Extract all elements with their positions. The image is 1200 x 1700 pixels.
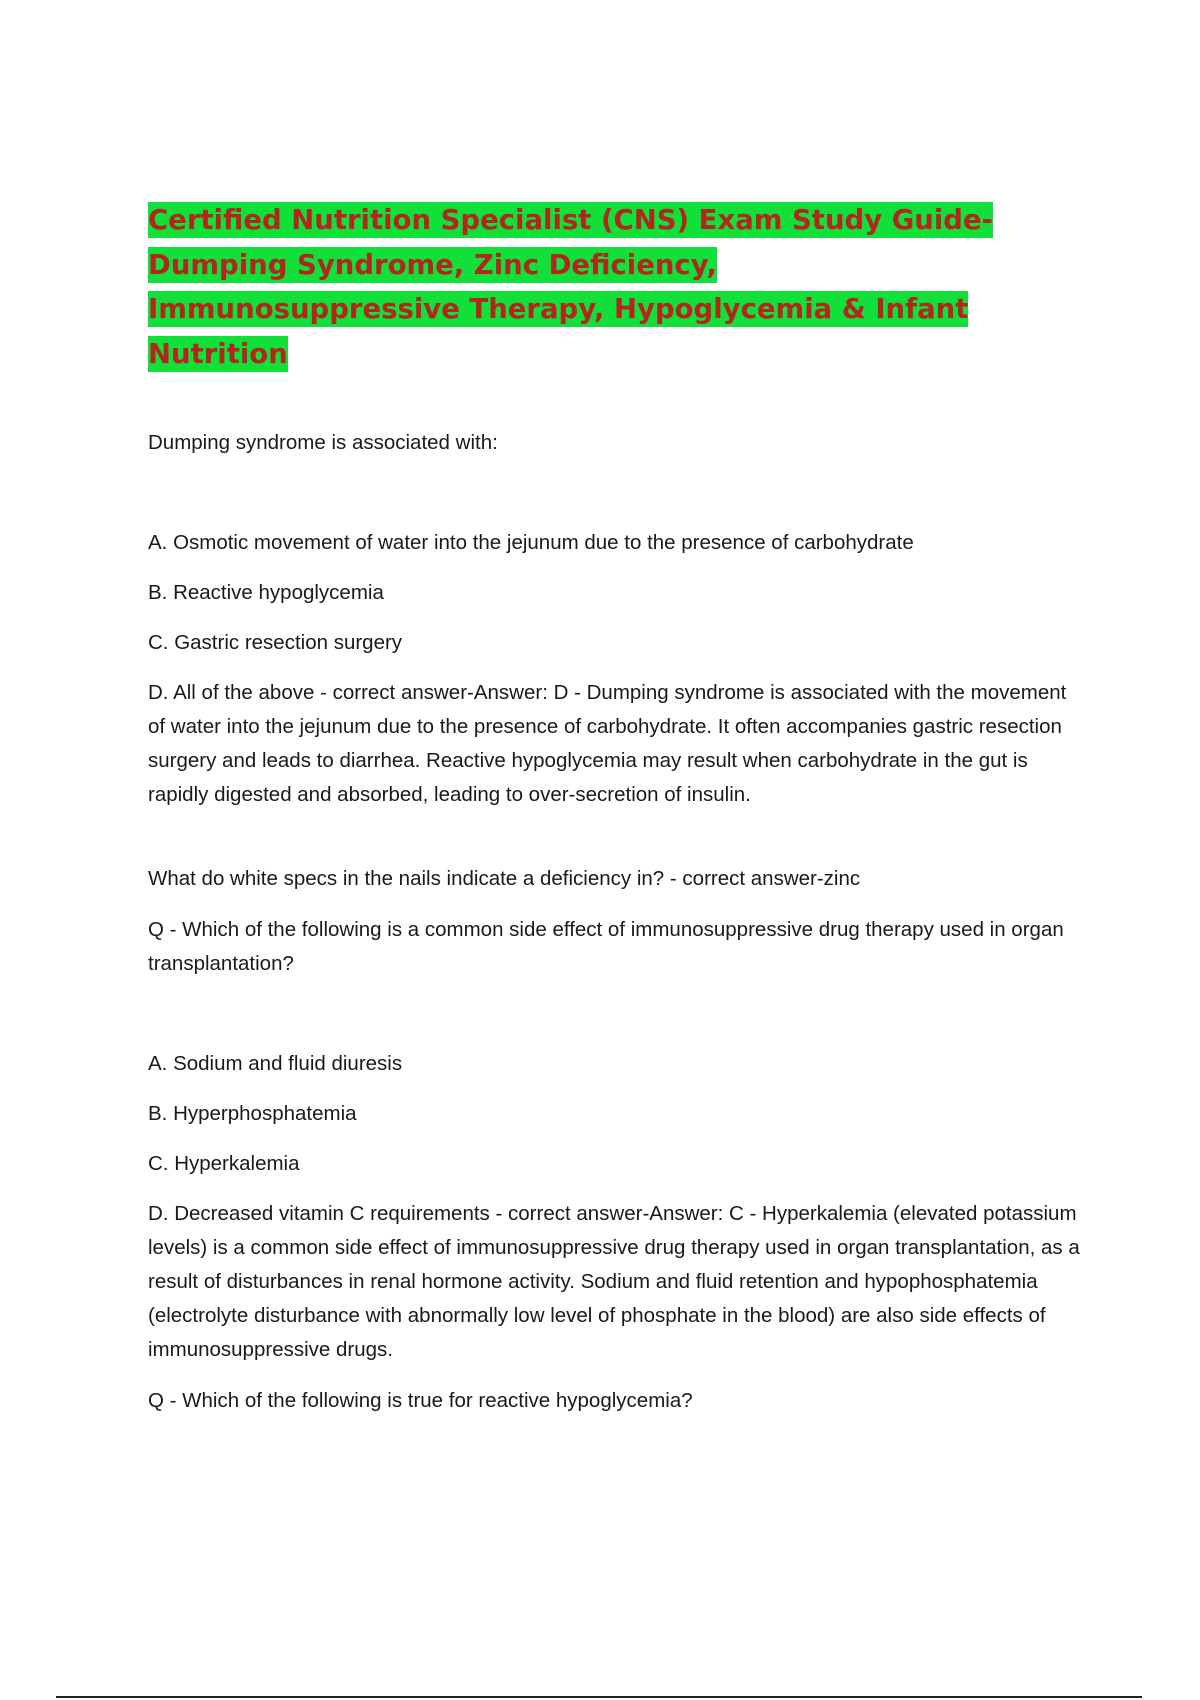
q2-text: What do white specs in the nails indicate a deficiency in? - correct answer-zinc: [148, 867, 861, 890]
title-highlight: Certified Nutrition Specialist (CNS) Exam Study Guide- Dumping Syndrome, Zinc Deficiency, Immunosuppressive Therapy, Hypoglycemia & Infant Nutrition: [148, 204, 994, 370]
q1-option-a: A. Osmotic movement of water into the jejunum due to the presence of carbohydrate: [148, 531, 914, 554]
q3-option-a: A. Sodium and fluid diuresis: [148, 1052, 403, 1075]
q3-question: Q - Which of the following is a common side effect of immunosuppressive drug therapy used in organ transplantation?: [148, 918, 1064, 975]
q3-option-c: C. Hyperkalemia: [148, 1152, 300, 1175]
q1-option-d-answer: D. All of the above - correct answer-Answer: D - Dumping syndrome is associated with the movement of water into the jejunum due to the presence of carbohydrate. It often accompanies gastric resection surgery and leads to diarrhea. Reactive hypoglycemia may result when carbohydrate in the gut is rapidly digested and absorbed, leading to over-secretion of insulin.: [148, 681, 1067, 806]
q1-question: Dumping syndrome is associated with:: [148, 431, 498, 454]
q4-question: Q - Which of the following is true for reactive hypoglycemia?: [148, 1389, 693, 1412]
q1-option-c: C. Gastric resection surgery: [148, 631, 403, 654]
footer-divider: [56, 1696, 1142, 1698]
q3-option-d-answer: D. Decreased vitamin C requirements - correct answer-Answer: C - Hyperkalemia (elevated potassium levels) is a common side effect of immunosuppressive drug therapy used in organ transplantation, as a result of disturbances in renal hormone activity. Sodium and fluid retention and hypophosphatemia (electrolyte disturbance with abnormally low level of phosphate in the blood) are also side effects of immunosuppressive drugs.: [148, 1202, 1080, 1361]
q3-option-b: B. Hyperphosphatemia: [148, 1102, 357, 1125]
q1-option-b: B. Reactive hypoglycemia: [148, 581, 384, 604]
document-title: [148, 198, 1028, 376]
